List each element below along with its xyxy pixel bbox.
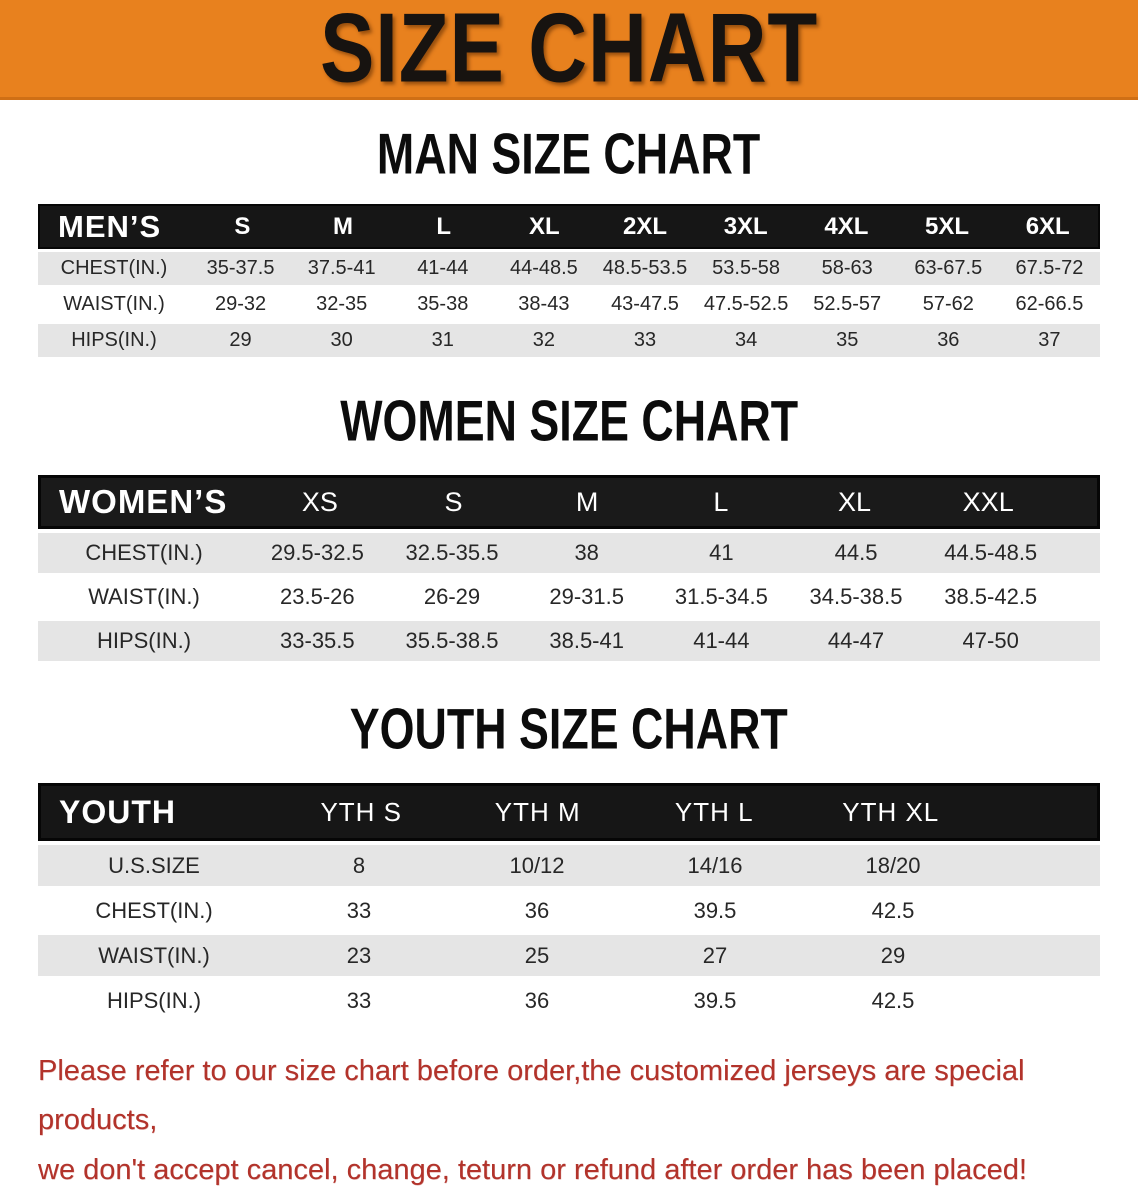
section-heading-text-men: MAN SIZE CHART	[377, 121, 761, 186]
table-cell: 36	[524, 987, 550, 1013]
table-cell: 44-47	[827, 628, 885, 653]
banner-title: SIZE CHART	[319, 0, 819, 103]
table-cell: 33	[346, 897, 372, 923]
footer-disclaimer	[38, 1047, 1102, 1195]
table-cell: 35.5-38.5	[405, 628, 499, 653]
table-cell: 38-43	[518, 293, 570, 315]
table-cell: 42.5	[871, 987, 915, 1013]
row-label: HIPS(IN.)	[71, 329, 157, 351]
table-cell: 42.5	[871, 897, 915, 923]
row-label: WAIST(IN.)	[98, 942, 210, 968]
table-cell: 33	[633, 329, 657, 351]
size-table-women	[38, 475, 1100, 661]
table-cell: 67.5-72	[1015, 257, 1084, 279]
footer-disclaimer-line-2: we don't accept cancel, change, teturn or refund after order has been placed!	[38, 1153, 1027, 1186]
table-row	[38, 890, 1100, 931]
table-header-row-men	[38, 204, 1100, 249]
column-header: XL	[529, 212, 560, 240]
table-row	[38, 288, 1100, 321]
table-row	[38, 324, 1100, 357]
table-cell: 25	[524, 942, 550, 968]
column-header: S	[444, 486, 463, 517]
table-cell: 29-31.5	[549, 584, 624, 609]
section-heading-women	[0, 388, 1138, 453]
row-label: WAIST(IN.)	[88, 584, 200, 609]
column-header: XL	[838, 486, 872, 517]
table-cell: 35	[836, 329, 859, 351]
table-cell: 38	[574, 540, 599, 565]
table-row	[38, 252, 1100, 285]
table-cell: 31	[431, 329, 454, 351]
table-cell: 34.5-38.5	[809, 584, 903, 609]
table-cell: 44-48.5	[509, 257, 578, 279]
table-row	[38, 533, 1100, 573]
table-cell: 38.5-41	[549, 628, 624, 653]
row-label: U.S.SIZE	[108, 852, 200, 878]
table-cell: 29	[880, 942, 906, 968]
column-header: M	[333, 212, 353, 240]
size-table-men	[38, 204, 1100, 357]
table-cell: 27	[702, 942, 728, 968]
table-cell: 37.5-41	[307, 257, 376, 279]
table-cell: 33-35.5	[280, 628, 355, 653]
table-cell: 36	[524, 897, 550, 923]
column-header: YTH XL	[842, 796, 940, 827]
table-cell: 57-62	[922, 293, 974, 315]
size-table-youth	[38, 783, 1100, 1021]
section-heading-text-youth: YOUTH SIZE CHART	[349, 696, 789, 761]
table-cell: 35-37.5	[206, 257, 275, 279]
table-cell: 37	[1038, 329, 1061, 351]
table-cell: 41-44	[417, 257, 469, 279]
table-header-row-youth	[38, 783, 1100, 841]
column-header: XXL	[962, 486, 1014, 517]
column-header: YTH L	[674, 796, 754, 827]
table-cell: 23	[346, 942, 372, 968]
table-cell: 32	[532, 329, 555, 351]
column-header: M	[575, 486, 599, 517]
table-header-row-women	[38, 475, 1100, 529]
column-header: 5XL	[925, 212, 970, 240]
table-row	[38, 577, 1100, 617]
table-cell: 10/12	[509, 852, 565, 878]
footer-disclaimer-line-1: Please refer to our size chart before order,the customized jerseys are special products,	[38, 1055, 1025, 1137]
table-cell: 23.5-26	[280, 584, 355, 609]
size-chart-sections	[0, 121, 1138, 1021]
table-cell: 32-35	[316, 293, 368, 315]
table-cell: 52.5-57	[813, 293, 882, 315]
table-cell: 14/16	[687, 852, 743, 878]
column-header: 2XL	[623, 212, 668, 240]
table-cell: 44.5	[834, 540, 878, 565]
table-cell: 30	[330, 329, 353, 351]
row-label: CHEST(IN.)	[60, 257, 168, 279]
table-cell: 47.5-52.5	[703, 293, 789, 315]
column-header: 3XL	[723, 212, 768, 240]
table-cell: 44.5-48.5	[944, 540, 1038, 565]
section-women	[0, 388, 1138, 661]
table-cell: 48.5-53.5	[602, 257, 688, 279]
section-men	[0, 121, 1138, 357]
table-cell: 62-66.5	[1015, 293, 1084, 315]
table-cell: 18/20	[865, 852, 921, 878]
section-youth	[0, 696, 1138, 1021]
table-cell: 29.5-32.5	[270, 540, 364, 565]
section-heading-youth	[0, 696, 1138, 761]
table-cell: 32.5-35.5	[405, 540, 499, 565]
table-header-label-men: MEN’S	[58, 208, 162, 244]
table-cell: 53.5-58	[712, 257, 781, 279]
table-cell: 43-47.5	[611, 293, 679, 315]
table-cell: 39.5	[693, 897, 737, 923]
table-cell: 33	[346, 987, 372, 1013]
row-label: WAIST(IN.)	[63, 293, 165, 315]
table-header-label-women: WOMEN’S	[59, 483, 228, 520]
table-cell: 58-63	[821, 257, 873, 279]
table-cell: 63-67.5	[914, 257, 983, 279]
row-label: CHEST(IN.)	[95, 897, 213, 923]
table-cell: 29	[229, 329, 252, 351]
column-header: L	[713, 486, 729, 517]
table-cell: 47-50	[962, 628, 1019, 653]
table-cell: 34	[734, 329, 758, 351]
column-header: XS	[301, 486, 338, 517]
row-label: HIPS(IN.)	[96, 628, 192, 653]
table-row	[38, 621, 1100, 661]
column-header: YTH M	[494, 796, 581, 827]
column-header: S	[234, 212, 251, 240]
table-cell: 38.5-42.5	[944, 584, 1038, 609]
table-header-label-youth: YOUTH	[59, 793, 176, 830]
table-cell: 8	[352, 852, 366, 878]
table-row	[38, 980, 1100, 1021]
column-header: YTH S	[320, 796, 403, 827]
table-cell: 31.5-34.5	[674, 584, 768, 609]
table-cell: 41	[709, 540, 734, 565]
table-cell: 29-32	[214, 293, 267, 315]
column-header: 4XL	[824, 212, 869, 240]
table-cell: 36	[937, 329, 960, 351]
table-cell: 41-44	[693, 628, 750, 653]
table-row	[38, 935, 1100, 976]
column-header: 6XL	[1025, 212, 1070, 240]
size-chart-banner	[0, 0, 1138, 103]
table-row	[38, 845, 1100, 886]
table-cell: 26-29	[423, 584, 481, 609]
column-header: L	[436, 212, 452, 240]
section-heading-men	[0, 121, 1138, 186]
section-heading-text-women: WOMEN SIZE CHART	[340, 388, 798, 453]
row-label: CHEST(IN.)	[85, 540, 203, 565]
row-label: HIPS(IN.)	[106, 987, 202, 1013]
table-cell: 39.5	[693, 987, 737, 1013]
table-cell: 35-38	[417, 293, 469, 315]
